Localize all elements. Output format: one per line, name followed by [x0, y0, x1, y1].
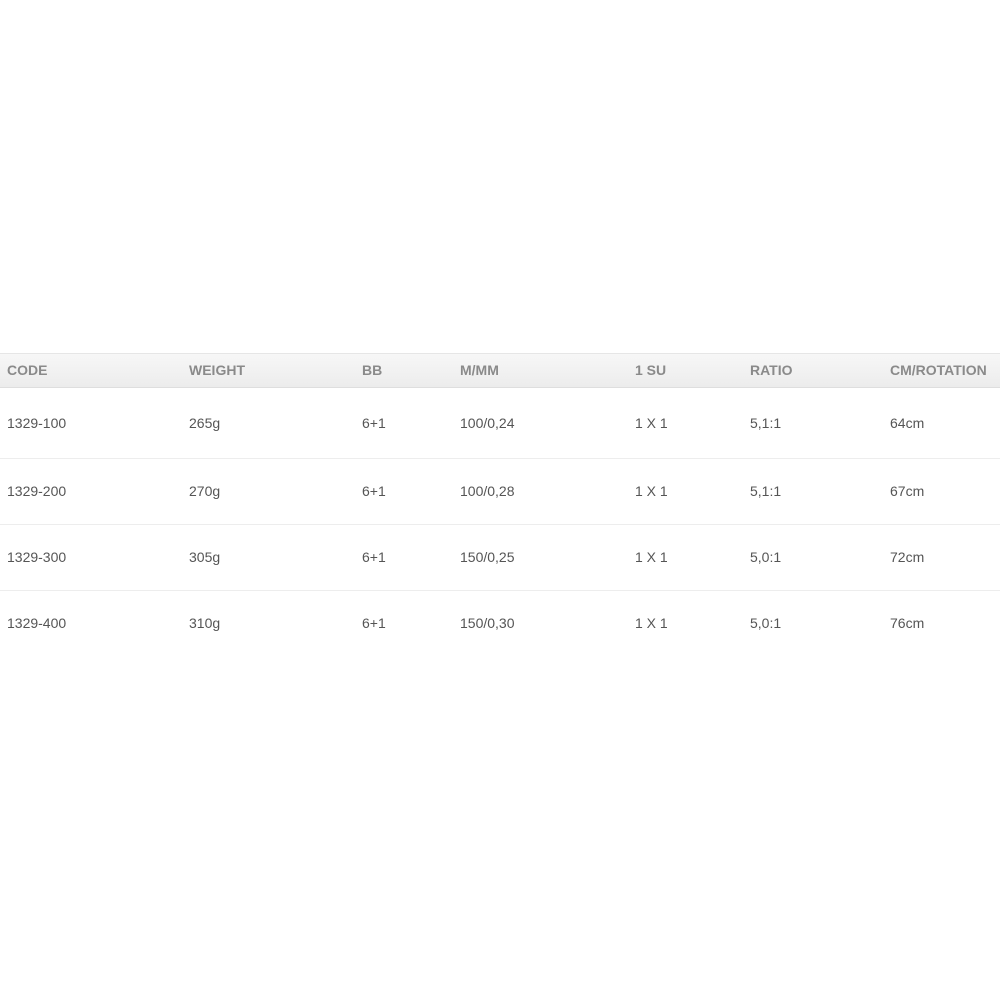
cell-bb: 6+1: [362, 615, 386, 631]
cell-bb: 6+1: [362, 483, 386, 499]
table-header-row: [0, 353, 1000, 388]
header-1-su: 1 SU: [635, 362, 667, 378]
cell-m-mm: 100/0,28: [460, 483, 515, 499]
cell-code: 1329-300: [7, 549, 67, 565]
cell-weight: 310g: [189, 615, 221, 631]
cell-weight: 265g: [189, 415, 221, 431]
header-m-mm: M/MM: [460, 362, 499, 378]
cell-bb: 6+1: [362, 415, 386, 431]
cell-ratio: 5,1:1: [750, 483, 782, 499]
cell-1-su: 1 X 1: [635, 615, 668, 631]
header-ratio: RATIO: [750, 362, 793, 378]
table-row: [0, 459, 1000, 525]
cell-ratio: 5,1:1: [750, 415, 782, 431]
header-weight: WEIGHT: [189, 362, 245, 378]
table-row: [0, 525, 1000, 591]
cell-weight: 305g: [189, 549, 221, 565]
cell-code: 1329-200: [7, 483, 67, 499]
cell-ratio: 5,0:1: [750, 615, 782, 631]
cell-m-mm: 150/0,25: [460, 549, 515, 565]
table-row: [0, 591, 1000, 656]
cell-cm-rotation: 72cm: [890, 549, 925, 565]
cell-1-su: 1 X 1: [635, 415, 668, 431]
cell-code: 1329-400: [7, 615, 67, 631]
cell-weight: 270g: [189, 483, 221, 499]
cell-cm-rotation: 76cm: [890, 615, 925, 631]
cell-cm-rotation: 67cm: [890, 483, 925, 499]
cell-ratio: 5,0:1: [750, 549, 782, 565]
cell-cm-rotation: 64cm: [890, 415, 925, 431]
cell-m-mm: 150/0,30: [460, 615, 515, 631]
header-bb: BB: [362, 362, 383, 378]
cell-m-mm: 100/0,24: [460, 415, 515, 431]
header-cm-rotation: CM/ROTATION: [890, 362, 987, 378]
header-code: CODE: [7, 362, 48, 378]
table-row: [0, 388, 1000, 459]
cell-code: 1329-100: [7, 415, 67, 431]
cell-bb: 6+1: [362, 549, 386, 565]
cell-1-su: 1 X 1: [635, 549, 668, 565]
cell-1-su: 1 X 1: [635, 483, 668, 499]
spec-table: [0, 353, 1000, 656]
